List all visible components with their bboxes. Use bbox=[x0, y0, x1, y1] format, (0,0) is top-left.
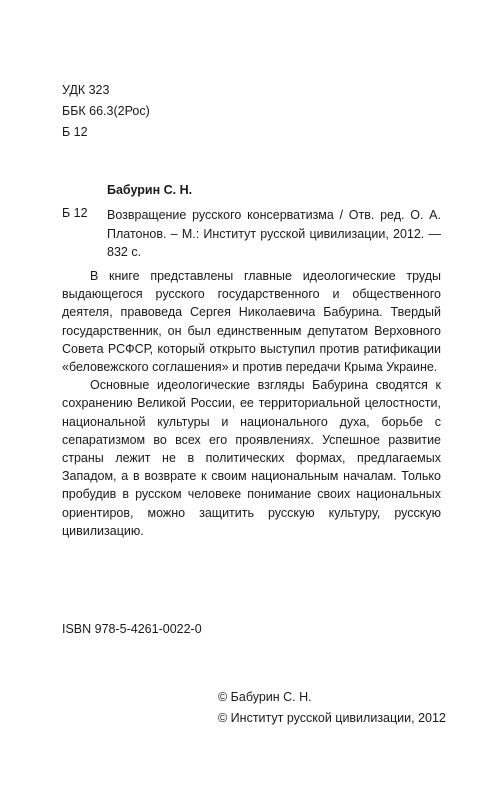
copyright-publisher: © Институт русской цивилизации, 2012 bbox=[218, 711, 446, 725]
classification-block bbox=[62, 80, 150, 143]
annotation-paragraph: В книге представлены главные идеологические труды выдающегося русского государственного и общественного деятеля, правоведа Сергея Николаевича Бабурина. Твердый государственник, он был единственным депутатом Верховного Совета РСФСР, который открыто выступил против ратификации «беловежского соглашения» и против передачи Крыма Украине. bbox=[62, 269, 441, 375]
copyright-block bbox=[218, 687, 446, 729]
isbn: ISBN 978-5-4261-0022-0 bbox=[62, 622, 202, 636]
annotation bbox=[62, 267, 441, 540]
copyright-author: © Бабурин С. Н. bbox=[218, 690, 312, 704]
entry-author: Бабурин С. Н. bbox=[107, 183, 193, 197]
entry-author-mark: Б 12 bbox=[62, 206, 88, 220]
bbk-code: ББК 66.3(2Рос) bbox=[62, 104, 150, 118]
udk-code: УДК 323 bbox=[62, 83, 110, 97]
bibliographic-description: Возвращение русского консерватизма / Отв. ред. О. А. Платонов. – М.: Институт русской цивилизации, 2012. — 832 с. bbox=[107, 208, 441, 259]
author-mark: Б 12 bbox=[62, 125, 88, 139]
annotation-paragraph: Основные идеологические взгляды Бабурина сводятся к сохранению Великой России, ее территориальной целостности, национальной культуры и национального духа, борьбе с сепаратизмом во всех его проявлениях. Успешное развитие страны лежит не в политических формах, предлагаемых Западом, а в возврате к своим национальным началам. Только пробудив в русском человеке понимание своих национальных ориентиров, можно защитить русскую культуру, русскую цивилизацию. bbox=[62, 378, 441, 538]
